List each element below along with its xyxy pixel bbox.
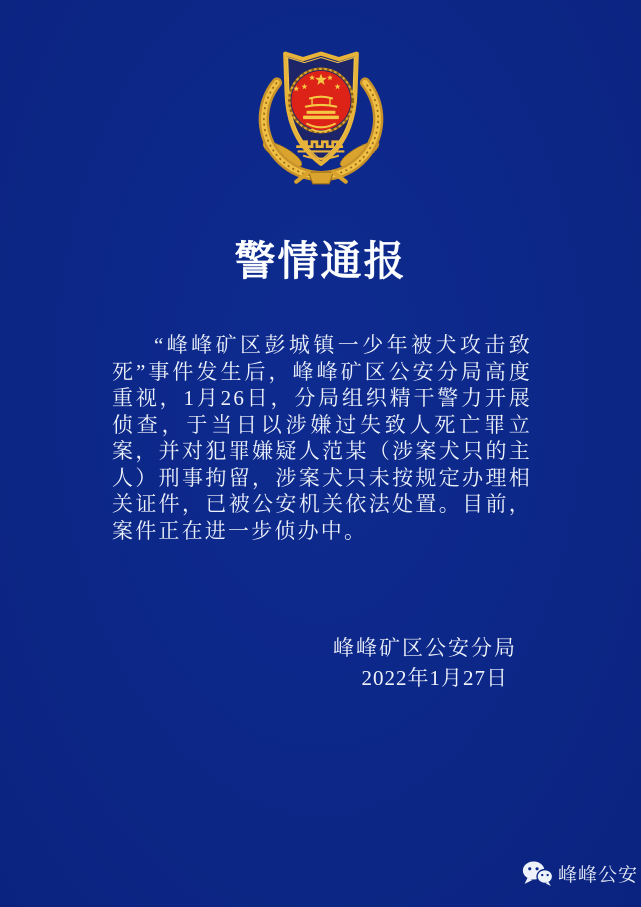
issue-date: 2022年1月27日 [361,666,508,690]
police-badge-icon [252,44,390,190]
notice-body: “峰峰矿区彭城镇一少年被犬攻击致死”事件发生后，峰峰矿区公安分局高度重视，1月26日，分局组织精干警力开展侦查，于当日以涉嫌过失致人死亡罪立案，并对犯罪嫌疑人范某（涉案犬只的主人）刑事拘留，涉案犬只未按规定办理相关证件，已被公安机关依法处置。目前，案件正在进一步侦办中。 [112,333,532,543]
wechat-account-footer [522,860,638,887]
wechat-account-name: 峰峰公安 [558,865,639,886]
wechat-icon [522,860,553,887]
notice-title: 警情通报 [234,238,407,284]
issuer-signature: 峰峰矿区公安分局 [333,636,517,660]
